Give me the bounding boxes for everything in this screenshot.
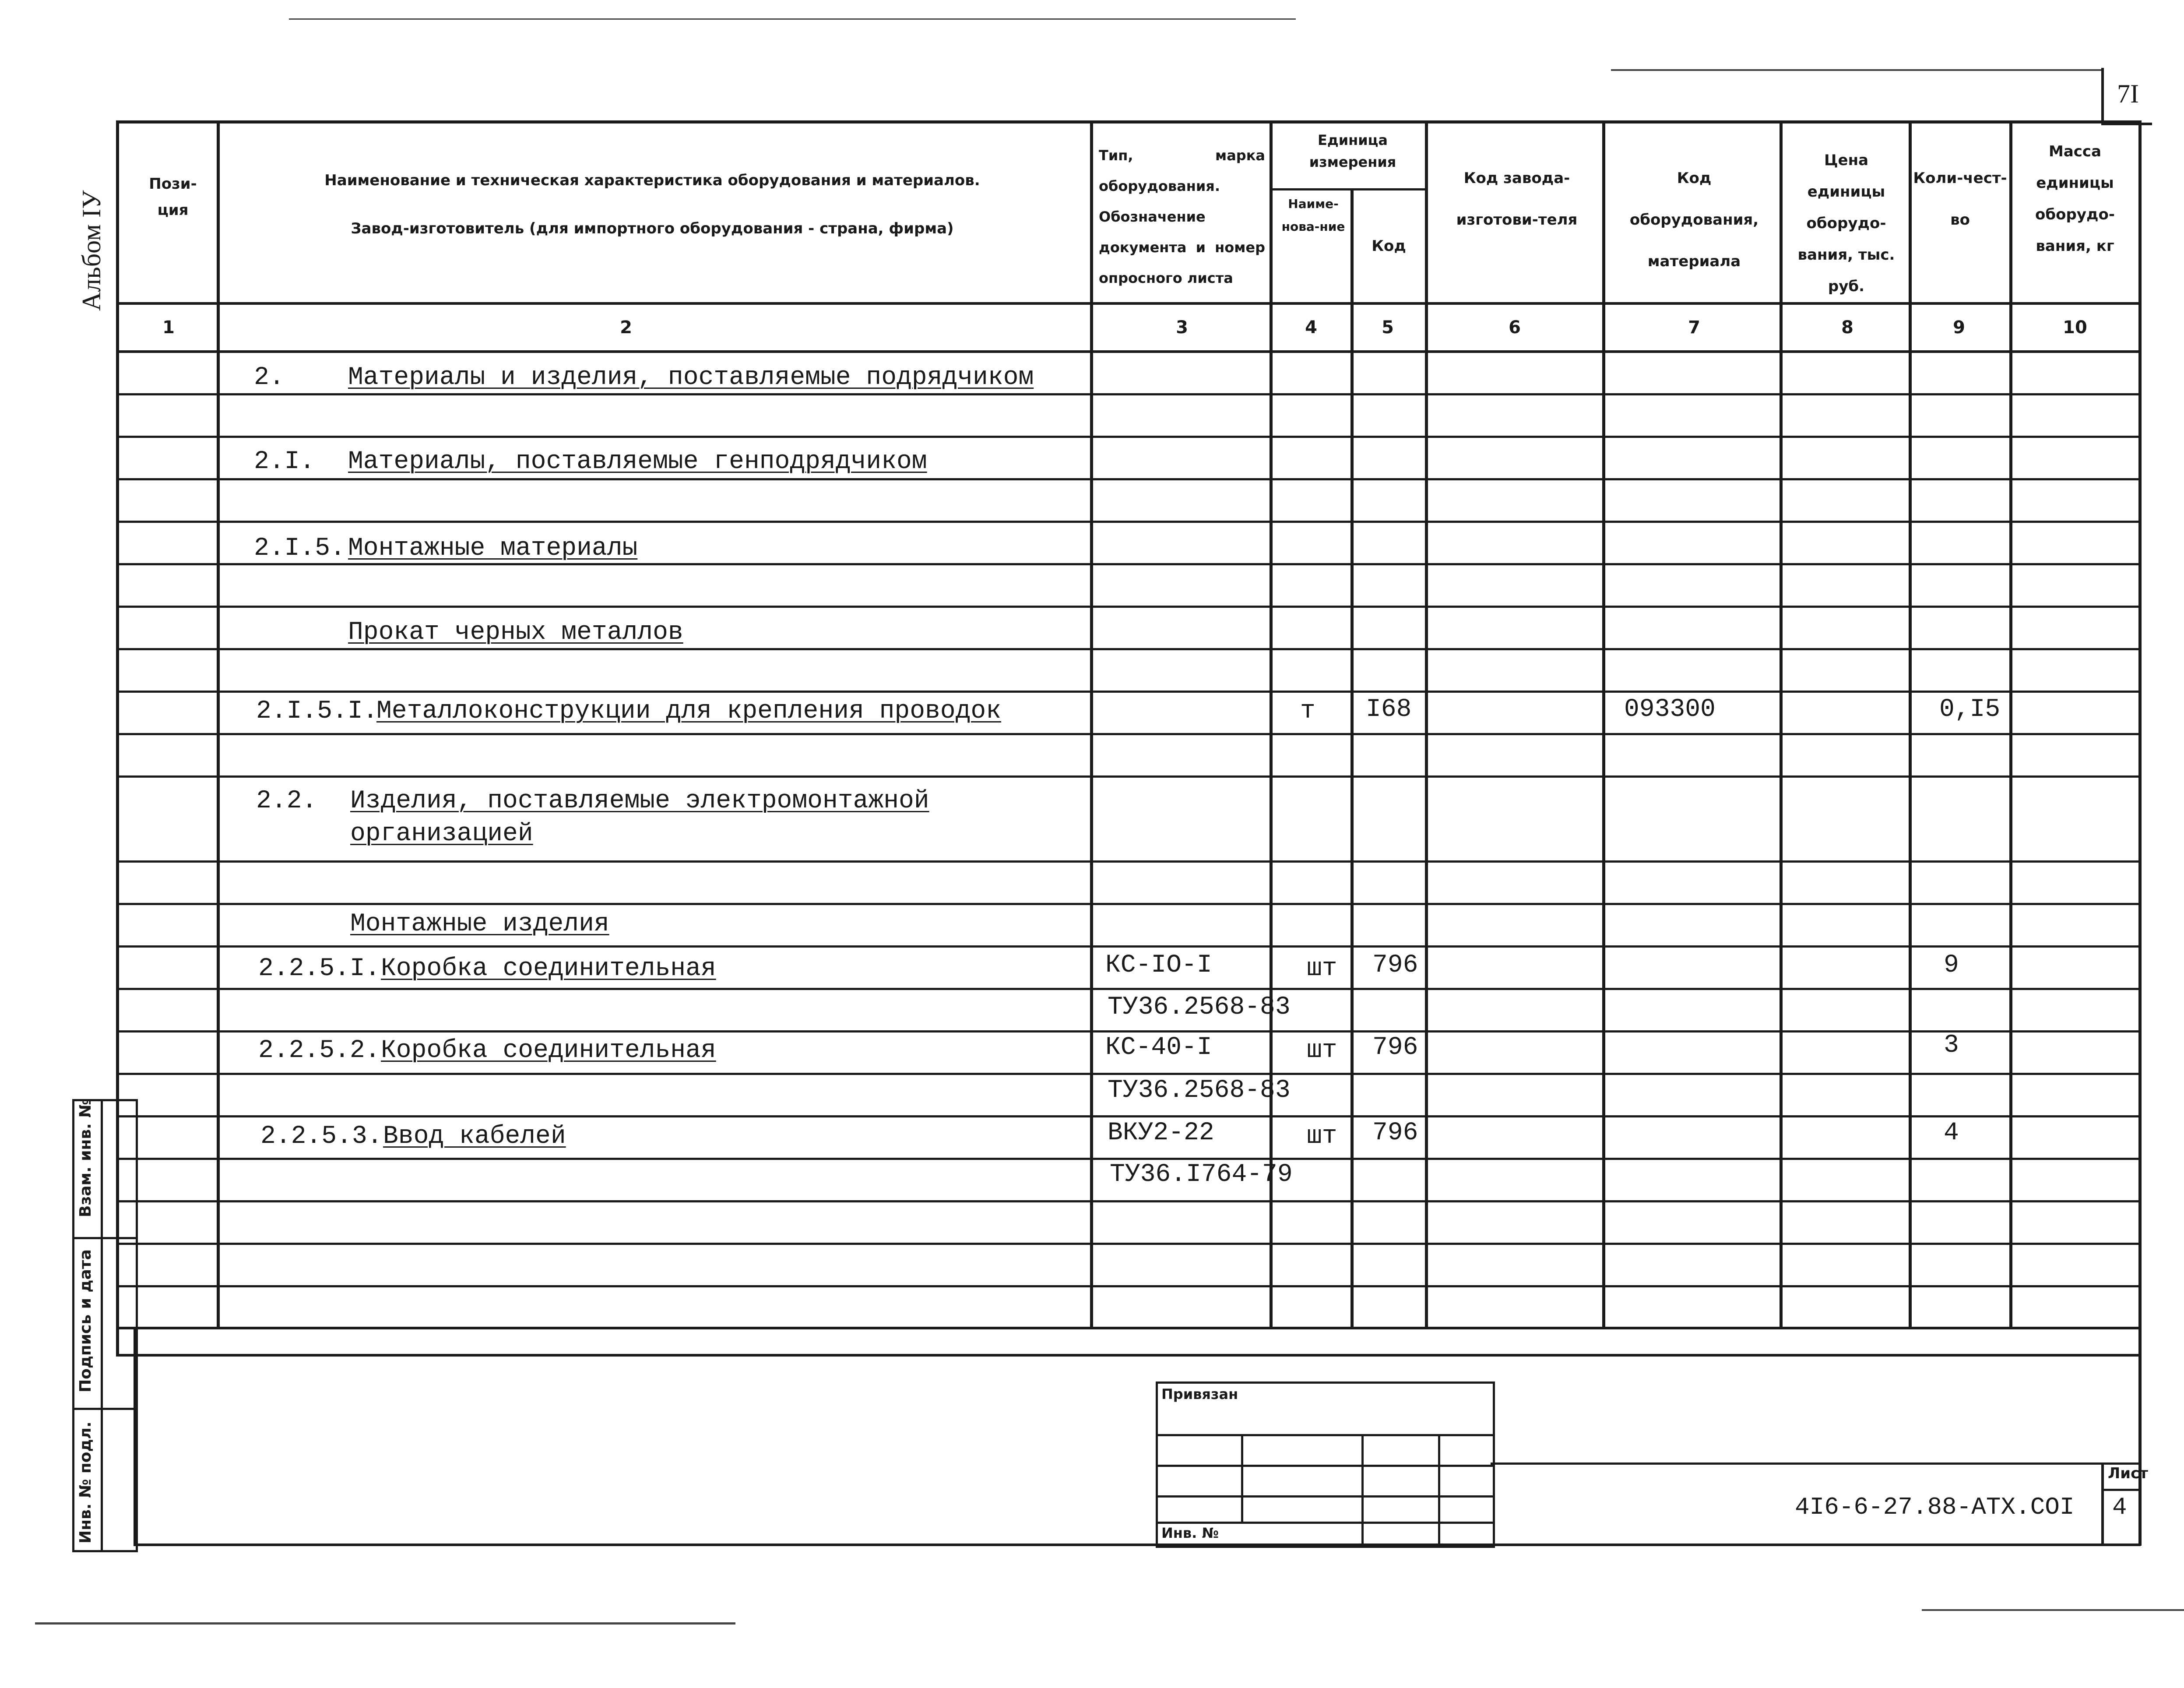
header-position: Пози- ция <box>149 175 197 219</box>
row-line <box>116 988 2141 990</box>
row-position: 2.2.5.I. <box>258 955 380 983</box>
header-unit-code: Код <box>1372 237 1406 255</box>
row-quantity: 4 <box>1944 1119 1959 1147</box>
row-line <box>116 945 2141 948</box>
row-line <box>116 1243 2141 1245</box>
column-number: 3 <box>1176 317 1188 338</box>
header-unit-group: Единица измерения <box>1309 132 1396 170</box>
row-quantity: 0,I5 <box>1939 695 2001 724</box>
row-line <box>116 1285 2141 1287</box>
table-bottom-line <box>116 1327 2141 1329</box>
inv-podl-label: Инв. № подл. <box>77 1421 95 1544</box>
header-material-code: Код оборудования, материала <box>1629 169 1759 270</box>
row-position: 2.2. <box>256 787 317 815</box>
column-number: 4 <box>1305 317 1317 338</box>
row-line <box>116 436 2141 438</box>
scan-line <box>1611 69 2101 71</box>
page-number: 7I <box>2117 79 2139 108</box>
podpis-label: Подпись и дата <box>77 1249 95 1392</box>
row-name: Материалы и изделия, поставляемые подрядчиком <box>348 363 1034 392</box>
row-unit: шт <box>1307 955 1337 983</box>
privyazan-label: Привязан <box>1161 1386 1238 1403</box>
row-unit: шт <box>1307 1122 1337 1151</box>
row-line <box>116 691 2141 693</box>
sheet-box-line <box>2101 1489 2141 1491</box>
album-label: Альбом IУ <box>77 190 106 311</box>
header-unit-name: Наиме-нова-ние <box>1281 197 1345 234</box>
row-line <box>116 521 2141 523</box>
header-name-line2: Завод-изготовитель (для импортного оборудования - страна, фирма) <box>351 220 954 237</box>
row-line <box>116 648 2141 650</box>
sheet-box-line <box>2101 1462 2104 1544</box>
scan-line <box>289 18 1296 20</box>
row-document: ТУ36.I764-79 <box>1110 1160 1293 1189</box>
row-position: 2.2.5.2. <box>258 1036 380 1065</box>
row-unit: шт <box>1307 1036 1337 1065</box>
row-line <box>116 1158 2141 1160</box>
document-code: 4I6-6-27.88-АТХ.COI <box>1795 1493 2075 1521</box>
row-line <box>116 563 2141 565</box>
row-unit-code: I68 <box>1366 695 1412 724</box>
row-position: 2.I.5.I. <box>256 697 378 726</box>
row-position: 2. <box>254 363 285 392</box>
row-name: Монтажные изделия <box>350 910 609 938</box>
row-line <box>116 733 2141 735</box>
row-line <box>116 1073 2141 1075</box>
header-name-line1: Наименование и техническая характеристика оборудования и материалов. <box>324 172 980 189</box>
row-quantity: 3 <box>1944 1031 1959 1060</box>
row-name: Материалы, поставляемые генподрядчиком <box>348 448 927 476</box>
row-name-continued: организацией <box>350 820 533 848</box>
row-line <box>116 1115 2141 1117</box>
vzam-inv-label: Взам. инв. № <box>77 1099 95 1217</box>
row-name: Коробка соединительная <box>381 1036 716 1065</box>
column-number: 7 <box>1688 317 1700 338</box>
colnum-divider <box>116 350 2141 353</box>
sheet-number: 4 <box>2112 1493 2127 1521</box>
row-position: 2.2.5.3. <box>260 1122 383 1151</box>
row-name: Прокат черных металлов <box>348 618 683 647</box>
col-line <box>1090 120 1093 1329</box>
column-number: 10 <box>2063 317 2087 338</box>
bottom-frame-line <box>134 1544 2141 1546</box>
column-number: 5 <box>1382 317 1394 338</box>
row-line <box>116 775 2141 778</box>
col-line <box>2009 120 2012 1329</box>
row-quantity: 9 <box>1944 951 1959 980</box>
inv-no-label: Инв. № <box>1161 1525 1219 1541</box>
row-type: ВКУ2-22 <box>1108 1119 1214 1147</box>
row-document: ТУ36.2568-83 <box>1108 1076 1291 1105</box>
page-number-box <box>2101 68 2152 125</box>
row-name: Монтажные материалы <box>348 534 638 563</box>
right-frame-line <box>2138 1329 2142 1546</box>
col-line <box>1780 120 1783 1329</box>
header-quantity: Коли-чест-во <box>1913 169 2007 229</box>
col-line <box>2138 120 2142 1329</box>
header-factory-code: Код завода-изготови-теля <box>1456 169 1578 229</box>
privyazan-stamp <box>1156 1381 1495 1548</box>
row-position: 2.I. <box>254 448 315 476</box>
row-type: КС-IO-I <box>1105 951 1212 980</box>
left-frame-line <box>134 1329 136 1546</box>
row-line <box>116 393 2141 395</box>
row-unit-code: 796 <box>1372 1119 1418 1147</box>
row-document: ТУ36.2568-83 <box>1108 993 1291 1022</box>
header-mass: Масса единицы оборудо-вания, кг <box>2035 143 2115 255</box>
row-name: Ввод кабелей <box>383 1122 566 1151</box>
row-line <box>116 903 2141 905</box>
row-line <box>116 1030 2141 1033</box>
row-position: 2.I.5. <box>254 534 345 563</box>
scan-line <box>35 1622 735 1625</box>
col-line <box>1909 120 1912 1329</box>
row-line <box>116 606 2141 608</box>
column-number: 2 <box>620 317 632 338</box>
row-unit: т <box>1300 697 1315 726</box>
col-line <box>1425 120 1428 1329</box>
column-number: 9 <box>1953 317 1965 338</box>
row-line <box>116 478 2141 480</box>
row-material-code: 093300 <box>1624 695 1716 724</box>
column-number: 6 <box>1509 317 1521 338</box>
unit-group-divider <box>1270 188 1427 190</box>
header-price: Цена единицы оборудо-вания, тыс. руб. <box>1797 152 1895 295</box>
row-unit-code: 796 <box>1372 951 1418 980</box>
col-line <box>1270 120 1273 1329</box>
row-unit-code: 796 <box>1372 1033 1418 1062</box>
col-line <box>1350 188 1354 1329</box>
col-line <box>1602 120 1605 1329</box>
title-block-line <box>1491 1462 2141 1465</box>
row-type: КС-40-I <box>1105 1033 1212 1062</box>
row-line <box>116 860 2141 863</box>
column-number: 8 <box>1841 317 1853 338</box>
header-type: Тип, марка оборудования. Обозначение документа и номер опросного листа <box>1099 147 1265 286</box>
col-line <box>217 120 220 1329</box>
sheet-label: Лист <box>2108 1465 2148 1482</box>
row-line <box>116 1200 2141 1202</box>
row-name: Металлоконструкции для крепления проводок <box>376 697 1002 726</box>
row-name: Коробка соединительная <box>381 955 716 983</box>
row-name: Изделия, поставляемые электромонтажной <box>350 787 929 815</box>
scan-line <box>1922 1609 2184 1611</box>
header-divider <box>116 302 2141 305</box>
column-number: 1 <box>162 317 175 338</box>
